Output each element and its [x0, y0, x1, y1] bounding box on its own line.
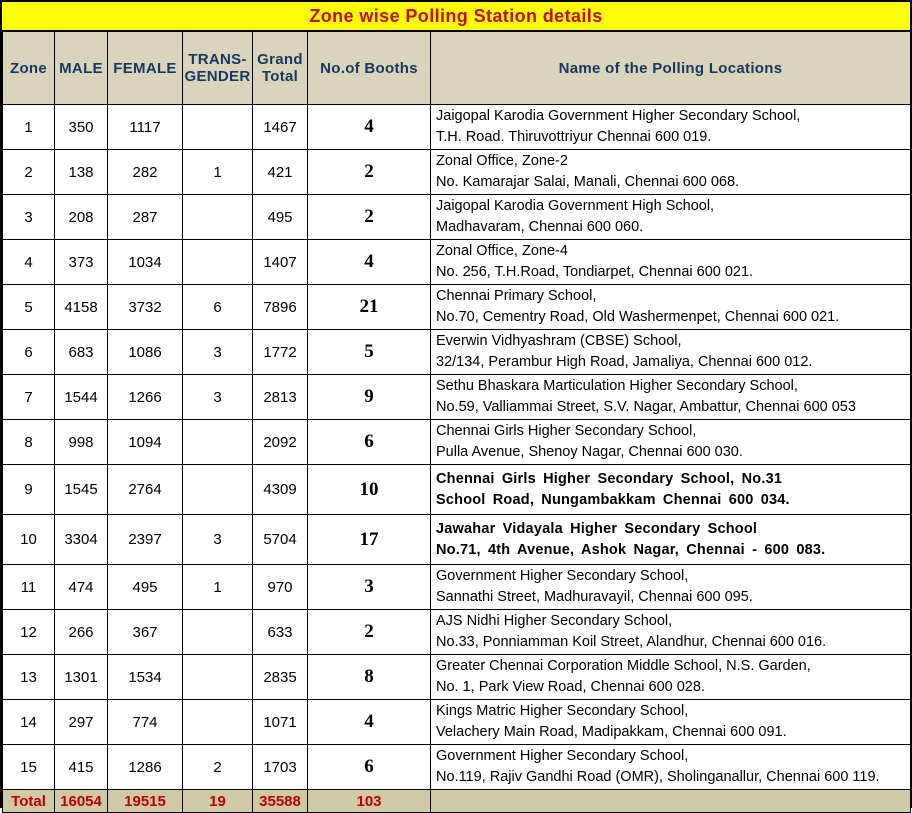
- booths-cell: 4: [308, 700, 431, 745]
- location-line-2: No.33, Ponniamman Koil Street, Alandhur, Chennai 600 016.: [436, 634, 827, 650]
- zone-cell: 6: [3, 330, 55, 375]
- zone-cell: 10: [3, 515, 55, 565]
- location-line-1: Chennai Girls Higher Secondary School,: [436, 423, 697, 439]
- table-body: [3, 105, 911, 790]
- booths-cell: 17: [308, 515, 431, 565]
- female-cell: 1086: [108, 330, 183, 375]
- grand-total-cell: 495: [253, 195, 308, 240]
- transgender-cell: [183, 195, 253, 240]
- location-line-1: Government Higher Secondary School,: [436, 568, 689, 584]
- location-line-1: Jaigopal Karodia Government Higher Secondary School,: [436, 108, 801, 124]
- location-cell: [431, 420, 911, 465]
- zone-cell: 1: [3, 105, 55, 150]
- table-row: [3, 420, 911, 465]
- location-line-2: Velachery Main Road, Madipakkam, Chennai 600 091.: [436, 724, 787, 740]
- booths-cell: 9: [308, 375, 431, 420]
- header-row: [3, 32, 911, 105]
- booths-cell: 6: [308, 420, 431, 465]
- zone-cell: 11: [3, 565, 55, 610]
- page-title: Zone wise Polling Station details: [2, 2, 910, 31]
- grand-total-cell: 1772: [253, 330, 308, 375]
- transgender-cell: 1: [183, 565, 253, 610]
- male-cell: 3304: [55, 515, 108, 565]
- female-cell: 287: [108, 195, 183, 240]
- female-cell: 495: [108, 565, 183, 610]
- transgender-cell: [183, 105, 253, 150]
- location-line-1: Zonal Office, Zone-4: [436, 243, 568, 259]
- table-row: [3, 655, 911, 700]
- zone-cell: 2: [3, 150, 55, 195]
- location-line-2: School Road, Nungambakkam Chennai 600 034.: [436, 491, 790, 508]
- transgender-cell: 3: [183, 515, 253, 565]
- location-cell: [431, 610, 911, 655]
- booths-cell: 4: [308, 105, 431, 150]
- table-row: [3, 330, 911, 375]
- total-label: Total: [3, 790, 55, 813]
- location-cell: [431, 330, 911, 375]
- transgender-cell: 6: [183, 285, 253, 330]
- booths-cell: 2: [308, 150, 431, 195]
- location-line-2: No.59, Valliammai Street, S.V. Nagar, Ambattur, Chennai 600 053: [436, 399, 856, 415]
- grand-total-cell: 1407: [253, 240, 308, 285]
- col-header-transgender-line2: GENDER: [184, 68, 251, 85]
- transgender-cell: [183, 700, 253, 745]
- location-line-2: No. 1, Park View Road, Chennai 600 028.: [436, 679, 705, 695]
- female-cell: 774: [108, 700, 183, 745]
- col-header-transgender-line1: TRANS-: [188, 51, 247, 68]
- location-line-1: Everwin Vidhyashram (CBSE) School,: [436, 333, 682, 349]
- transgender-cell: 2: [183, 745, 253, 790]
- total-female: 19515: [108, 790, 183, 813]
- female-cell: 2397: [108, 515, 183, 565]
- booths-cell: 21: [308, 285, 431, 330]
- location-line-1: Sethu Bhaskara Marticulation Higher Secondary School,: [436, 378, 798, 394]
- zone-cell: 15: [3, 745, 55, 790]
- female-cell: 1094: [108, 420, 183, 465]
- location-cell: [431, 150, 911, 195]
- table-row: [3, 285, 911, 330]
- male-cell: 138: [55, 150, 108, 195]
- booths-cell: 10: [308, 465, 431, 515]
- male-cell: 297: [55, 700, 108, 745]
- location-line-2: No.70, Cementry Road, Old Washermenpet, Chennai 600 021.: [436, 309, 840, 325]
- male-cell: 474: [55, 565, 108, 610]
- location-cell: [431, 105, 911, 150]
- grand-total-cell: 970: [253, 565, 308, 610]
- male-cell: 350: [55, 105, 108, 150]
- col-header-male: MALE: [55, 32, 108, 105]
- location-line-1: Zonal Office, Zone-2: [436, 153, 568, 169]
- male-cell: 683: [55, 330, 108, 375]
- table-row: [3, 105, 911, 150]
- table-row: [3, 745, 911, 790]
- female-cell: 282: [108, 150, 183, 195]
- polling-table: [2, 31, 911, 813]
- booths-cell: 2: [308, 610, 431, 655]
- location-line-1: Kings Matric Higher Secondary School,: [436, 703, 689, 719]
- location-cell: [431, 655, 911, 700]
- zone-cell: 13: [3, 655, 55, 700]
- male-cell: 4158: [55, 285, 108, 330]
- grand-total-cell: 5704: [253, 515, 308, 565]
- total-grand: 35588: [253, 790, 308, 813]
- transgender-cell: 1: [183, 150, 253, 195]
- zone-cell: 7: [3, 375, 55, 420]
- table-row: [3, 515, 911, 565]
- grand-total-cell: 7896: [253, 285, 308, 330]
- table-row: [3, 240, 911, 285]
- zone-cell: 5: [3, 285, 55, 330]
- table-row: [3, 565, 911, 610]
- female-cell: 1286: [108, 745, 183, 790]
- booths-cell: 2: [308, 195, 431, 240]
- grand-total-cell: 1467: [253, 105, 308, 150]
- col-header-grand-total-line1: Grand: [257, 51, 303, 68]
- location-line-1: Chennai Primary School,: [436, 288, 597, 304]
- grand-total-cell: 633: [253, 610, 308, 655]
- booths-cell: 6: [308, 745, 431, 790]
- location-line-1: Government Higher Secondary School,: [436, 748, 689, 764]
- location-cell: [431, 515, 911, 565]
- location-line-2: Sannathi Street, Madhuravayil, Chennai 600 095.: [436, 589, 753, 605]
- location-cell: [431, 565, 911, 610]
- table-row: [3, 700, 911, 745]
- transgender-cell: [183, 240, 253, 285]
- location-cell: [431, 465, 911, 515]
- female-cell: 1534: [108, 655, 183, 700]
- booths-cell: 3: [308, 565, 431, 610]
- zone-cell: 3: [3, 195, 55, 240]
- transgender-cell: [183, 420, 253, 465]
- total-transgender: 19: [183, 790, 253, 813]
- zone-cell: 4: [3, 240, 55, 285]
- zone-cell: 12: [3, 610, 55, 655]
- table-row: [3, 195, 911, 240]
- zone-cell: 8: [3, 420, 55, 465]
- location-line-2: Pulla Avenue, Shenoy Nagar, Chennai 600 030.: [436, 444, 743, 460]
- location-line-2: No. 256, T.H.Road, Tondiarpet, Chennai 600 021.: [436, 264, 754, 280]
- location-line-2: Madhavaram, Chennai 600 060.: [436, 219, 644, 235]
- location-cell: [431, 240, 911, 285]
- male-cell: 1301: [55, 655, 108, 700]
- col-header-transgender: [183, 32, 253, 105]
- grand-total-cell: 421: [253, 150, 308, 195]
- location-cell: [431, 285, 911, 330]
- table-row: [3, 465, 911, 515]
- zone-cell: 14: [3, 700, 55, 745]
- location-cell: [431, 700, 911, 745]
- col-header-zone: Zone: [3, 32, 55, 105]
- grand-total-cell: 2092: [253, 420, 308, 465]
- grand-total-cell: 2813: [253, 375, 308, 420]
- female-cell: 1034: [108, 240, 183, 285]
- transgender-cell: [183, 465, 253, 515]
- male-cell: 208: [55, 195, 108, 240]
- col-header-grand-total-line2: Total: [261, 68, 299, 85]
- table-row: [3, 610, 911, 655]
- location-line-2: No.119, Rajiv Gandhi Road (OMR), Sholinganallur, Chennai 600 119.: [436, 769, 880, 785]
- transgender-cell: 3: [183, 375, 253, 420]
- location-line-1: Greater Chennai Corporation Middle School, N.S. Garden,: [436, 658, 811, 674]
- male-cell: 1545: [55, 465, 108, 515]
- location-line-1: Jaigopal Karodia Government High School,: [436, 198, 715, 214]
- male-cell: 415: [55, 745, 108, 790]
- female-cell: 1117: [108, 105, 183, 150]
- total-male: 16054: [55, 790, 108, 813]
- grand-total-cell: 1071: [253, 700, 308, 745]
- grand-total-cell: 2835: [253, 655, 308, 700]
- grand-total-cell: 1703: [253, 745, 308, 790]
- location-line-2: No.71, 4th Avenue, Ashok Nagar, Chennai - 600 083.: [436, 541, 826, 558]
- female-cell: 367: [108, 610, 183, 655]
- booths-cell: 4: [308, 240, 431, 285]
- location-cell: [431, 195, 911, 240]
- male-cell: 998: [55, 420, 108, 465]
- male-cell: 266: [55, 610, 108, 655]
- table-row: [3, 150, 911, 195]
- female-cell: 1266: [108, 375, 183, 420]
- location-line-1: AJS Nidhi Higher Secondary School,: [436, 613, 673, 629]
- female-cell: 3732: [108, 285, 183, 330]
- table-row: [3, 375, 911, 420]
- location-line-2: T.H. Road. Thiruvottriyur Chennai 600 019.: [436, 129, 712, 145]
- zone-cell: 9: [3, 465, 55, 515]
- col-header-locations: Name of the Polling Locations: [431, 32, 911, 105]
- booths-cell: 8: [308, 655, 431, 700]
- male-cell: 373: [55, 240, 108, 285]
- location-cell: [431, 745, 911, 790]
- location-line-1: Chennai Girls Higher Secondary School, No.31: [436, 470, 783, 487]
- female-cell: 2764: [108, 465, 183, 515]
- col-header-female: FEMALE: [108, 32, 183, 105]
- total-location-empty: [431, 790, 911, 813]
- transgender-cell: 3: [183, 330, 253, 375]
- booths-cell: 5: [308, 330, 431, 375]
- total-row: [3, 790, 911, 813]
- grand-total-cell: 4309: [253, 465, 308, 515]
- location-line-1: Jawahar Vidayala Higher Secondary School: [436, 520, 758, 537]
- location-cell: [431, 375, 911, 420]
- location-line-2: 32/134, Perambur High Road, Jamaliya, Chennai 600 012.: [436, 354, 813, 370]
- col-header-grand-total: [253, 32, 308, 105]
- male-cell: 1544: [55, 375, 108, 420]
- location-line-2: No. Kamarajar Salai, Manali, Chennai 600 068.: [436, 174, 740, 190]
- col-header-booths: No.of Booths: [308, 32, 431, 105]
- transgender-cell: [183, 610, 253, 655]
- transgender-cell: [183, 655, 253, 700]
- total-booths: 103: [308, 790, 431, 813]
